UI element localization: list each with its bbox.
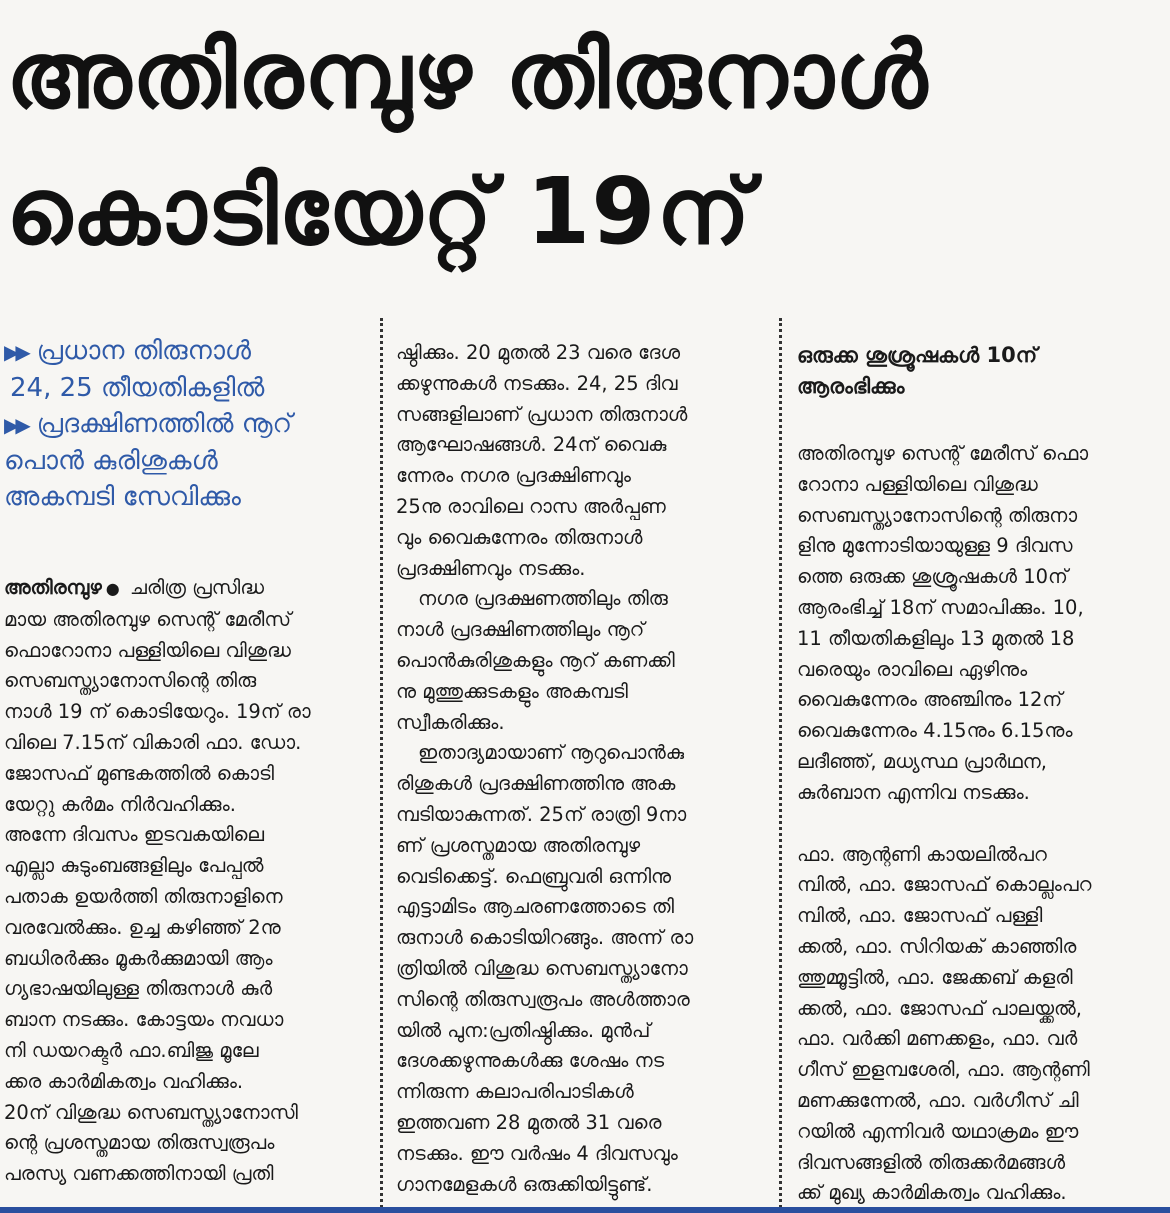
body-line: ന്നേരം നഗര പ്രദക്ഷിണവും — [396, 464, 631, 488]
body-line: യിൽ പുന:പ്രതിഷ്ഠിക്കും. മുൻപ് — [396, 1018, 651, 1042]
dateline: അതിരമ്പുഴ — [4, 576, 102, 599]
body-line: ലദീഞ്ഞ്, മധ്യസ്ഥ പ്രാർഥന, — [797, 749, 1047, 773]
paragraph — [396, 738, 764, 1200]
body-line: അതിരമ്പുഴ സെന്റ് മേരീസ് ഫൊ — [797, 442, 1089, 465]
body-line: നാൾ പ്രദക്ഷിണത്തിലും നൂറ് — [396, 618, 645, 642]
body-line: ആഘോഷങ്ങൾ. 24ന് വൈകു — [396, 433, 667, 457]
body-line: 25നു രാവിലെ റാസ അർപ്പണ — [396, 494, 666, 518]
body-line: നഗര പ്രദക്ഷണത്തിലും തിരു — [418, 587, 668, 611]
body-line: ണ് പ്രശസ്തമായ അതിരമ്പുഴ — [396, 833, 641, 857]
body-line: പരസ്യ വണക്കത്തിനായി പ്രതി — [4, 1162, 274, 1186]
bullet-icon: ● — [105, 579, 120, 598]
body-line: ഇത്തവണ 28 മുതൽ 31 വരെ — [396, 1110, 662, 1134]
subheading — [797, 340, 1157, 402]
body-line: ക്കൽ, ഫാ. ജോസഫ് പാലയ്ക്കൽ, — [797, 996, 1082, 1020]
body-line: ജോസഫ് മുണ്ടകത്തിൽ കൊടി — [4, 761, 274, 785]
column-divider-2 — [779, 318, 782, 1208]
column-1-body — [4, 573, 364, 1190]
highlight-text-4: പൊൻ കുരിശുകൾ — [4, 446, 218, 476]
body-line: ബാന നടക്കും. കോട്ടയം നവധാ — [4, 1008, 284, 1032]
body-line: വെടിക്കെട്ട്. ഫെബ്രുവരി ഒന്നിനു — [396, 864, 672, 888]
body-line: ക്കര കാർമികത്വം വഹിക്കും. — [4, 1069, 244, 1093]
body-line: രുനാൾ കൊടിയിറങ്ങും. അന്ന് രാ — [396, 926, 694, 950]
body-line: 20ന് വിശുദ്ധ സെബസ്ത്യാനോസി — [4, 1100, 298, 1124]
body-line: വിലെ 7.15ന് വികാരി ഫാ. ഡോ. — [4, 730, 302, 754]
article-column-2 — [396, 338, 764, 1200]
article-column-3 — [797, 340, 1157, 1209]
body-line: വരവേൽക്കും. ഉച്ച കഴിഞ്ഞ് 2നു — [4, 915, 281, 939]
body-line: മണക്കുന്നേൽ, ഫാ. വർഗീസ് ചി — [797, 1088, 1079, 1112]
body-line: ഷ്ഠിക്കും. 20 മുതൽ 23 വരെ ദേശ — [396, 341, 681, 364]
body-line: സെബസ്ത്യാനോസിന്റെ തിരുനാ — [797, 503, 1078, 527]
body-line: ന്റെ പ്രശസ്തമായ തിരുസ്വരൂപം — [4, 1131, 275, 1155]
body-line: ഫൊറോനാ പള്ളിയിലെ വിശുദ്ധ — [4, 638, 291, 662]
subheading-line-1: ഒരുക്ക ശുശ്രൂഷകൾ 10ന് — [797, 343, 1038, 367]
body-line: പതാക ഉയർത്തി തിരുനാളിനെ — [4, 884, 283, 908]
body-line: മ്പടിയാകുന്നത്. 25ന് രാത്രി 9നാ — [396, 802, 687, 826]
paragraph — [396, 338, 764, 584]
body-line: ത്തെ ഒരുക്ക ശുശ്രൂഷകൾ 10ന് — [797, 565, 1068, 589]
body-line: ഗീസ് ഇളമ്പശേരി, ഫാ. ആന്റണി — [797, 1058, 1090, 1082]
highlight-item-2 — [4, 406, 364, 443]
body-line: രിശുകൾ പ്രദക്ഷിണത്തിനു അക — [396, 772, 676, 796]
paragraph — [797, 840, 1157, 1210]
double-arrow-icon: ▶▶ — [4, 340, 27, 364]
highlights-box — [4, 333, 364, 515]
body-line: മ്പിൽ, ഫാ. ജോസഫ് പള്ളി — [797, 904, 1043, 928]
body-line: സ്വീകരിക്കും. — [396, 710, 505, 734]
body-line: സെബസ്ത്യാനോസിന്റെ തിരു — [4, 669, 257, 693]
body-line: ക്ക് മുഖ്യ കാർമികത്വം വഹിക്കും. — [797, 1181, 1067, 1205]
body-line: റയിൽ എന്നിവർ യഥാക്രമം ഈ — [797, 1119, 1079, 1143]
double-arrow-icon: ▶▶ — [4, 413, 27, 437]
paragraph — [396, 584, 764, 738]
body-line: വും വൈകുന്നേരം തിരുനാൾ — [396, 525, 643, 549]
body-line: റോനാ പള്ളിയിലെ വിശുദ്ധ — [797, 472, 1038, 496]
body-line: ഗ്യഭാഷയിലുള്ള തിരുനാൾ കുർ — [4, 977, 273, 1001]
body-line: ആരംഭിച്ച് 18ന് സമാപിക്കും. 10, — [797, 595, 1084, 619]
column-1-first-line — [4, 573, 364, 605]
highlight-item-1 — [4, 333, 364, 370]
headline-line-1: അതിരമ്പുഴ തിരുനാൾ — [6, 22, 929, 129]
body-line: ത്തുമ്മൂട്ടിൽ, ഫാ. ജേക്കബ് കളരി — [797, 965, 1073, 989]
body-line: വൈകുന്നേരം അഞ്ചിനും 12ന് — [797, 688, 1063, 712]
headline — [6, 8, 1156, 280]
body-line: മായ അതിരമ്പുഴ സെന്റ് മേരീസ് — [4, 607, 292, 631]
body-line: ഫാ. വർക്കി മണക്കളം, ഫാ. വർ — [797, 1027, 1078, 1051]
article-column-1 — [4, 333, 364, 1190]
body-line: ഫാ. ആന്റണി കായലിൽപറ — [797, 842, 1047, 866]
highlight-text-3: പ്രദക്ഷിണത്തിൽ നൂറ് — [36, 409, 293, 439]
body-line: സങ്ങളിലാണ് പ്രധാന തിരുനാൾ — [396, 402, 688, 426]
body-line: പൊൻകുരിശുകളും നൂറ് കണക്കി — [396, 648, 675, 672]
body-line: ത്രിയിൽ വിശുദ്ധ സെബസ്ത്യാനോ — [396, 956, 688, 980]
body-line: എട്ടാമിടം ആചരണത്തോടെ തി — [396, 895, 674, 919]
body-line: ക്കഴുന്നുകൾ നടക്കും. 24, 25 ദിവ — [396, 371, 678, 395]
paragraph-gap — [797, 809, 1157, 840]
subheading-line-2: ആരംഭിക്കും — [797, 374, 905, 398]
body-line: അന്നേ ദിവസം ഇടവകയിലെ — [4, 823, 265, 847]
body-line: കുർബാന എന്നിവ നടക്കും. — [797, 780, 1030, 804]
body-line: നു മുത്തുക്കുടകളും അകമ്പടി — [396, 679, 628, 703]
body-line: നടക്കും. ഈ വർഷം 4 ദിവസവും — [396, 1141, 678, 1165]
body-line: യേറ്റു കർമം നിർവഹിക്കും. — [4, 792, 236, 816]
body-line: ഇതാദ്യമായാണ് നൂറുപൊൻകു — [418, 741, 685, 765]
body-line: എല്ലാ കുടുംബങ്ങളിലും പേപ്പൽ — [4, 854, 264, 878]
body-line: 11 തീയതികളിലും 13 മുതൽ 18 — [797, 626, 1075, 650]
body-line: ബധിരർക്കും മൂകർക്കുമായി ആം — [4, 946, 273, 970]
body-line: ദേശക്കഴുന്നുകൾക്കു ശേഷം നട — [396, 1049, 665, 1073]
body-line: ന്നിരുന്ന കലാപരിപാടികൾ — [396, 1080, 634, 1104]
body-line: ളിനു മുന്നോടിയായുള്ള 9 ദിവസ — [797, 534, 1073, 558]
body-line: പ്രദക്ഷിണവും നടക്കും. — [396, 556, 586, 580]
body-line: ക്കൽ, ഫാ. സിറിയക് കാഞ്ഞിര — [797, 934, 1077, 958]
highlight-text-1: പ്രധാന തിരുനാൾ — [36, 336, 252, 366]
body-line: ദിവസങ്ങളിൽ തിരുക്കർമങ്ങൾ — [797, 1150, 1066, 1174]
body-line: വരെയും രാവിലെ ഏഴിനും — [797, 657, 1028, 681]
paragraph — [797, 439, 1157, 809]
highlight-text-5: അകമ്പടി സേവിക്കും — [4, 482, 241, 512]
bottom-rule — [0, 1207, 1170, 1213]
body-line: നി ഡയറക്ടർ ഫാ.ബിജു മൂലേ — [4, 1038, 259, 1062]
body-line: നാൾ 19 ന് കൊടിയേറും. 19ന് രാ — [4, 700, 311, 724]
body-line: ഗാനമേളകൾ ഒരുക്കിയിട്ടുണ്ട്. — [396, 1172, 653, 1196]
body-line: മ്പിൽ, ഫാ. ജോസഫ് കൊല്ലംപറ — [797, 873, 1092, 897]
body-line: സിന്റെ തിരുസ്വരൂപം അൾത്താര — [396, 987, 690, 1011]
highlight-text-2: 24, 25 തീയതികളിൽ — [10, 373, 265, 403]
column-divider-1 — [380, 318, 383, 1208]
headline-line-2: കൊടിയേറ്റ് 19ന് — [6, 158, 751, 265]
body-line: ചരിത്ര പ്രസിദ്ധ — [129, 576, 264, 599]
body-line: വൈകുന്നേരം 4.15നും 6.15നും — [797, 719, 1073, 743]
